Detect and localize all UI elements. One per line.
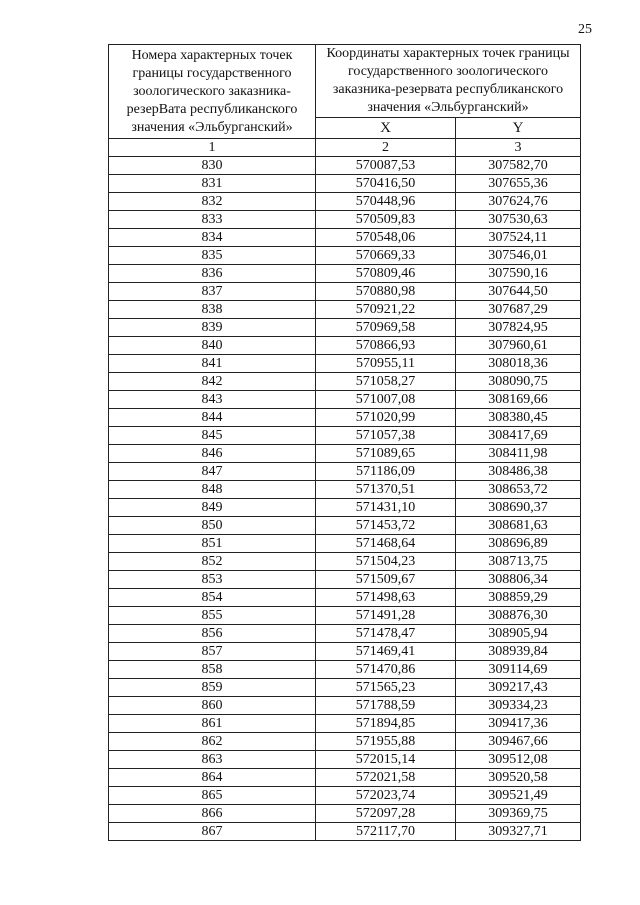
- point-number-cell: 835: [109, 247, 316, 265]
- y-coordinate-cell: 307590,16: [456, 265, 581, 283]
- x-coordinate-cell: 571007,08: [316, 391, 456, 409]
- point-number-cell: 866: [109, 805, 316, 823]
- point-number-cell: 856: [109, 625, 316, 643]
- header-x: X: [316, 118, 456, 139]
- y-coordinate-cell: 309417,36: [456, 715, 581, 733]
- table-row: [109, 715, 581, 733]
- table-row: [109, 625, 581, 643]
- x-coordinate-cell: 571370,51: [316, 481, 456, 499]
- x-coordinate-cell: 572015,14: [316, 751, 456, 769]
- x-coordinate-cell: 571057,38: [316, 427, 456, 445]
- point-number-cell: 851: [109, 535, 316, 553]
- column-number-2: 2: [316, 139, 456, 157]
- x-coordinate-cell: 571955,88: [316, 733, 456, 751]
- y-coordinate-cell: 308018,36: [456, 355, 581, 373]
- table-row: [109, 301, 581, 319]
- header-coordinates: Координаты характерных точек границы государственного зоологического заказника-резервата республиканского значения «Эльбурганский»: [316, 45, 581, 118]
- x-coordinate-cell: 571504,23: [316, 553, 456, 571]
- y-coordinate-cell: 308411,98: [456, 445, 581, 463]
- y-coordinate-cell: 307524,11: [456, 229, 581, 247]
- x-coordinate-cell: 571453,72: [316, 517, 456, 535]
- x-coordinate-cell: 570955,11: [316, 355, 456, 373]
- table-row: [109, 463, 581, 481]
- point-number-cell: 842: [109, 373, 316, 391]
- y-coordinate-cell: 308653,72: [456, 481, 581, 499]
- point-number-cell: 867: [109, 823, 316, 841]
- y-coordinate-cell: 309467,66: [456, 733, 581, 751]
- x-coordinate-cell: 571058,27: [316, 373, 456, 391]
- x-coordinate-cell: 571020,99: [316, 409, 456, 427]
- x-coordinate-cell: 570866,93: [316, 337, 456, 355]
- y-coordinate-cell: 307960,61: [456, 337, 581, 355]
- x-coordinate-cell: 570969,58: [316, 319, 456, 337]
- point-number-cell: 858: [109, 661, 316, 679]
- point-number-cell: 841: [109, 355, 316, 373]
- point-number-cell: 837: [109, 283, 316, 301]
- point-number-cell: 855: [109, 607, 316, 625]
- table-row: [109, 697, 581, 715]
- x-coordinate-cell: 571491,28: [316, 607, 456, 625]
- coordinates-table: [108, 44, 581, 841]
- point-number-cell: 848: [109, 481, 316, 499]
- y-coordinate-cell: 308696,89: [456, 535, 581, 553]
- point-number-cell: 830: [109, 157, 316, 175]
- x-coordinate-cell: 570921,22: [316, 301, 456, 319]
- table-row: [109, 823, 581, 841]
- column-number-1: 1: [109, 139, 316, 157]
- point-number-cell: 857: [109, 643, 316, 661]
- y-coordinate-cell: 308905,94: [456, 625, 581, 643]
- x-coordinate-cell: 571565,23: [316, 679, 456, 697]
- x-coordinate-cell: 570448,96: [316, 193, 456, 211]
- y-coordinate-cell: 308806,34: [456, 571, 581, 589]
- point-number-cell: 854: [109, 589, 316, 607]
- table-row: [109, 553, 581, 571]
- y-coordinate-cell: 307582,70: [456, 157, 581, 175]
- y-coordinate-cell: 309521,49: [456, 787, 581, 805]
- table-row: [109, 319, 581, 337]
- y-coordinate-cell: 308417,69: [456, 427, 581, 445]
- table-row: [109, 265, 581, 283]
- table-row: [109, 409, 581, 427]
- x-coordinate-cell: 571469,41: [316, 643, 456, 661]
- point-number-cell: 845: [109, 427, 316, 445]
- y-coordinate-cell: 307624,76: [456, 193, 581, 211]
- x-coordinate-cell: 570509,83: [316, 211, 456, 229]
- x-coordinate-cell: 571498,63: [316, 589, 456, 607]
- x-coordinate-cell: 571431,10: [316, 499, 456, 517]
- x-coordinate-cell: 572117,70: [316, 823, 456, 841]
- point-number-cell: 833: [109, 211, 316, 229]
- point-number-cell: 836: [109, 265, 316, 283]
- table-row: [109, 445, 581, 463]
- point-number-cell: 846: [109, 445, 316, 463]
- x-coordinate-cell: 570809,46: [316, 265, 456, 283]
- table-row: [109, 373, 581, 391]
- y-coordinate-cell: 309369,75: [456, 805, 581, 823]
- table-row: [109, 391, 581, 409]
- point-number-cell: 832: [109, 193, 316, 211]
- table-row: [109, 283, 581, 301]
- y-coordinate-cell: 308090,75: [456, 373, 581, 391]
- table-body: [109, 157, 581, 841]
- x-coordinate-cell: 572097,28: [316, 805, 456, 823]
- y-coordinate-cell: 308939,84: [456, 643, 581, 661]
- y-coordinate-cell: 307687,29: [456, 301, 581, 319]
- y-coordinate-cell: 307824,95: [456, 319, 581, 337]
- point-number-cell: 860: [109, 697, 316, 715]
- y-coordinate-cell: 307644,50: [456, 283, 581, 301]
- table-row: [109, 679, 581, 697]
- x-coordinate-cell: 570880,98: [316, 283, 456, 301]
- y-coordinate-cell: 308859,29: [456, 589, 581, 607]
- point-number-cell: 863: [109, 751, 316, 769]
- table-row: [109, 661, 581, 679]
- table-row: [109, 175, 581, 193]
- y-coordinate-cell: 308876,30: [456, 607, 581, 625]
- point-number-cell: 859: [109, 679, 316, 697]
- y-coordinate-cell: 307655,36: [456, 175, 581, 193]
- x-coordinate-cell: 571509,67: [316, 571, 456, 589]
- y-coordinate-cell: 308681,63: [456, 517, 581, 535]
- table-row: [109, 787, 581, 805]
- table-row: [109, 769, 581, 787]
- table-row: [109, 157, 581, 175]
- point-number-cell: 850: [109, 517, 316, 535]
- x-coordinate-cell: 572021,58: [316, 769, 456, 787]
- point-number-cell: 861: [109, 715, 316, 733]
- y-coordinate-cell: 307546,01: [456, 247, 581, 265]
- header-y: Y: [456, 118, 581, 139]
- table-row: [109, 247, 581, 265]
- y-coordinate-cell: 308486,38: [456, 463, 581, 481]
- point-number-cell: 862: [109, 733, 316, 751]
- point-number-cell: 847: [109, 463, 316, 481]
- point-number-cell: 853: [109, 571, 316, 589]
- y-coordinate-cell: 309520,58: [456, 769, 581, 787]
- y-coordinate-cell: 309327,71: [456, 823, 581, 841]
- table-row: [109, 355, 581, 373]
- table-row: [109, 499, 581, 517]
- y-coordinate-cell: 309512,08: [456, 751, 581, 769]
- x-coordinate-cell: 571186,09: [316, 463, 456, 481]
- column-number-3: 3: [456, 139, 581, 157]
- x-coordinate-cell: 570416,50: [316, 175, 456, 193]
- point-number-cell: 844: [109, 409, 316, 427]
- y-coordinate-cell: 308380,45: [456, 409, 581, 427]
- table-row: [109, 211, 581, 229]
- table-row: [109, 571, 581, 589]
- table-row: [109, 733, 581, 751]
- page-number: 25: [578, 22, 592, 37]
- table-row: [109, 229, 581, 247]
- table-row: [109, 751, 581, 769]
- point-number-cell: 831: [109, 175, 316, 193]
- table-row: [109, 607, 581, 625]
- point-number-cell: 843: [109, 391, 316, 409]
- x-coordinate-cell: 571894,85: [316, 715, 456, 733]
- table-row: [109, 517, 581, 535]
- y-coordinate-cell: 309114,69: [456, 661, 581, 679]
- x-coordinate-cell: 571089,65: [316, 445, 456, 463]
- table-row: [109, 337, 581, 355]
- x-coordinate-cell: 571468,64: [316, 535, 456, 553]
- y-coordinate-cell: 308690,37: [456, 499, 581, 517]
- point-number-cell: 839: [109, 319, 316, 337]
- table-row: [109, 643, 581, 661]
- table-row: [109, 589, 581, 607]
- x-coordinate-cell: 570087,53: [316, 157, 456, 175]
- point-number-cell: 840: [109, 337, 316, 355]
- table-row: [109, 193, 581, 211]
- y-coordinate-cell: 307530,63: [456, 211, 581, 229]
- table-row: [109, 481, 581, 499]
- header-point-numbers: Номера характерных точек границы государственного зоологического заказника-резерВата республиканского значения «Эльбурганский»: [109, 45, 316, 139]
- x-coordinate-cell: 571470,86: [316, 661, 456, 679]
- y-coordinate-cell: 308713,75: [456, 553, 581, 571]
- y-coordinate-cell: 308169,66: [456, 391, 581, 409]
- point-number-cell: 865: [109, 787, 316, 805]
- x-coordinate-cell: 570548,06: [316, 229, 456, 247]
- y-coordinate-cell: 309217,43: [456, 679, 581, 697]
- table-row: [109, 805, 581, 823]
- table-row: [109, 535, 581, 553]
- x-coordinate-cell: 571788,59: [316, 697, 456, 715]
- x-coordinate-cell: 571478,47: [316, 625, 456, 643]
- x-coordinate-cell: 570669,33: [316, 247, 456, 265]
- table-row: [109, 427, 581, 445]
- point-number-cell: 849: [109, 499, 316, 517]
- y-coordinate-cell: 309334,23: [456, 697, 581, 715]
- point-number-cell: 852: [109, 553, 316, 571]
- x-coordinate-cell: 572023,74: [316, 787, 456, 805]
- point-number-cell: 834: [109, 229, 316, 247]
- point-number-cell: 838: [109, 301, 316, 319]
- point-number-cell: 864: [109, 769, 316, 787]
